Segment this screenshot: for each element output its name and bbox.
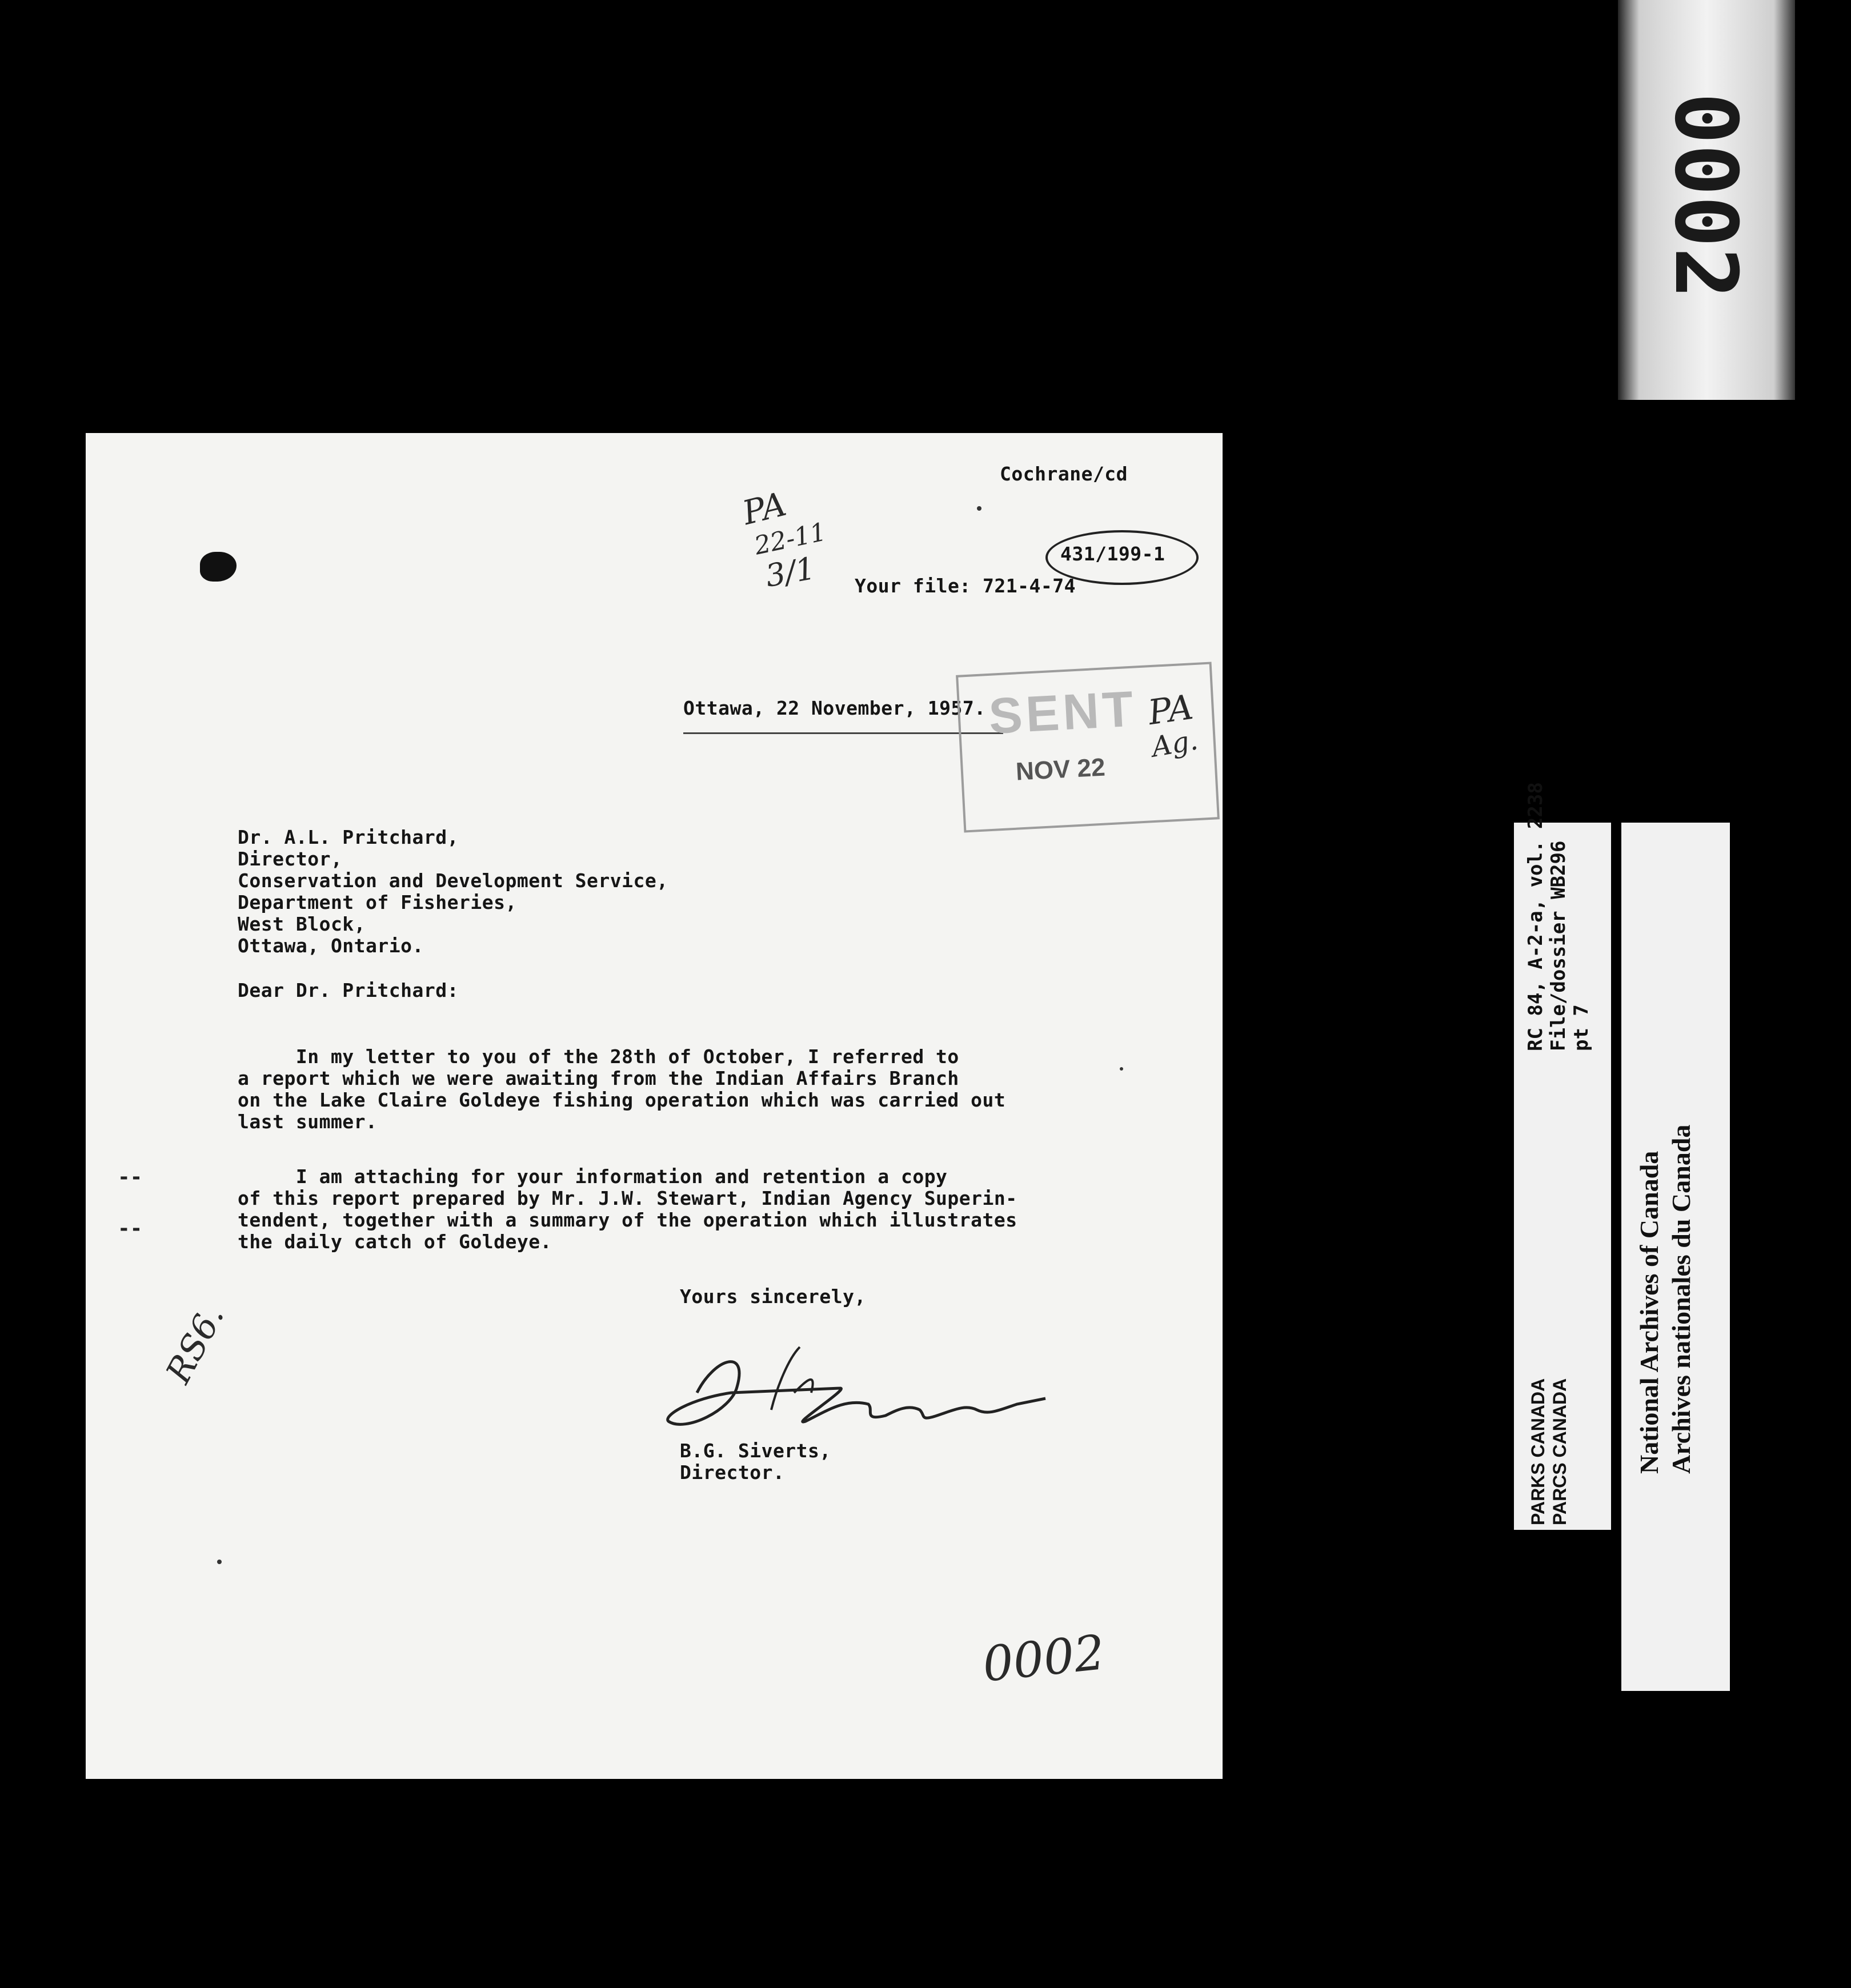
part-reference: pt 7 — [1570, 1004, 1593, 1051]
handwritten-initials: RS6. — [158, 1298, 233, 1390]
salutation: Dear Dr. Pritchard: — [238, 979, 459, 1001]
stamp-date: NOV 22 — [1015, 753, 1106, 786]
body-line: In my letter to you of the 28th of October, I referred to — [238, 1045, 959, 1068]
letter-page — [86, 433, 1223, 1779]
film-frame-number: 0002 — [1656, 93, 1755, 299]
agency-name-en: PARKS CANADA — [1528, 1378, 1548, 1525]
address-line: Ottawa, Ontario. — [238, 935, 424, 957]
archives-name-fr: Archives nationales du Canada — [1666, 1124, 1696, 1474]
body-line: a report which we were awaiting from the Indian Affairs Branch — [238, 1067, 959, 1089]
body-line: last summer. — [238, 1111, 378, 1133]
address-line: Director, — [238, 848, 343, 870]
body-line: on the Lake Claire Goldeye fishing operation which was carried out — [238, 1089, 1006, 1111]
archive-label-reference — [1514, 782, 1611, 1530]
margin-mark: -- — [118, 1165, 143, 1189]
handwritten-number-bottom: 3/1 — [763, 550, 818, 595]
body-line: of this report prepared by Mr. J.W. Stewart, Indian Agency Superin- — [238, 1187, 1017, 1209]
body-line: tendent, together with a summary of the operation which illustrates — [238, 1209, 1017, 1231]
handwritten-pa-top: PA — [738, 484, 790, 533]
signer-name: B.G. Siverts, — [680, 1440, 831, 1462]
file-reference: File/dossier WB296 — [1547, 840, 1570, 1051]
address-line: Department of Fisheries, — [238, 891, 517, 913]
body-line: I am attaching for your information and retention a copy — [238, 1165, 948, 1188]
handwritten-pa-right: PA — [1145, 687, 1196, 734]
speck — [217, 1560, 222, 1564]
file-number: 431/199-1 — [1060, 543, 1165, 565]
body-line: the daily catch of Goldeye. — [238, 1231, 552, 1253]
address-line: Dr. A.L. Pritchard, — [238, 826, 459, 848]
place-and-date: Ottawa, 22 November, 1957. — [683, 697, 986, 719]
address-line: Conservation and Development Service, — [238, 869, 668, 892]
margin-mark: -- — [118, 1217, 143, 1240]
ink-blot — [200, 552, 237, 582]
handwritten-number-top: 22-11 — [752, 517, 829, 561]
speck — [977, 506, 981, 511]
stamp-word: SENT — [987, 680, 1138, 744]
agency-name-fr: PARCS CANADA — [1549, 1378, 1570, 1525]
handwritten-signature — [600, 1324, 1114, 1461]
address-line: West Block, — [238, 913, 366, 935]
closing: Yours sincerely, — [680, 1285, 866, 1308]
archive-label-institution — [1621, 823, 1730, 1691]
typist-reference: Cochrane/cd — [1000, 463, 1128, 485]
signer-title: Director. — [680, 1461, 785, 1484]
archives-name-en: National Archives of Canada — [1634, 1151, 1664, 1474]
handwritten-ag-right: Ag. — [1149, 724, 1200, 764]
handwritten-page-number: 0002 — [980, 1624, 1108, 1693]
date-underline — [683, 732, 1003, 734]
speck — [1120, 1067, 1123, 1071]
record-reference: RC 84, A-2-a, vol. 2238 — [1524, 782, 1547, 1051]
your-file-reference: Your file: 721-4-74 — [855, 575, 1076, 597]
